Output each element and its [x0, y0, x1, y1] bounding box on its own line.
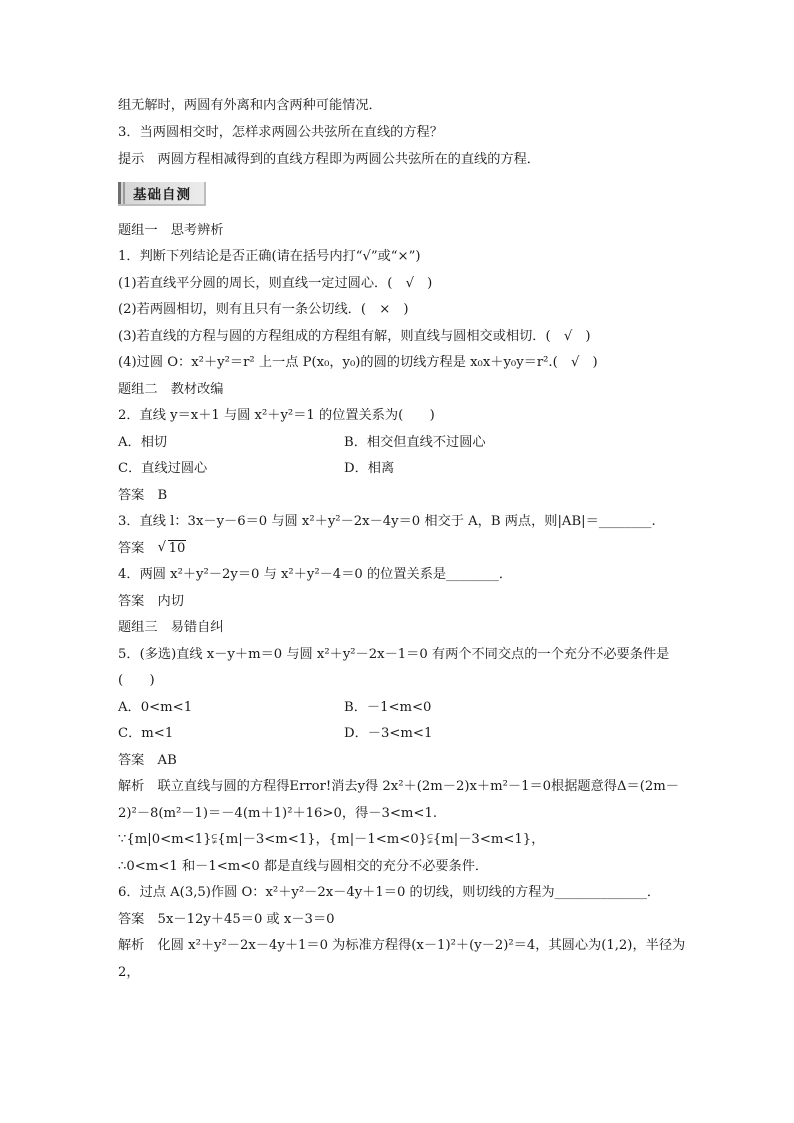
text-line: 组无解时，两圆有外离和内含两种可能情况．: [118, 98, 382, 113]
option-b: B．－1<m<0: [344, 699, 432, 715]
hint-line: 提示 两圆方程相减得到的直线方程即为两圆公共弦所在的直线的方程．: [118, 152, 540, 168]
section-title: 基础自测: [133, 186, 191, 203]
answer-4: 答案 内切: [118, 593, 184, 609]
question-5: 5．(多选)直线 x－y＋m＝0 与圆 x²＋y²－2x－1＝0 有两个不同交点的一个充分不必要条件是: [118, 646, 670, 662]
group-heading: 题组二 教材改编: [118, 381, 224, 397]
solution-line: 2)²－8(m²－1)＝－4(m＋1)²＋16>0，得－3<m<1.: [118, 805, 438, 821]
section-banner: [118, 174, 678, 218]
option-c: C．直线过圆心: [118, 461, 208, 477]
statement-2: (2)若两圆相切，则有且只有一条公切线．( × ): [118, 302, 409, 318]
solution-line: 解析 化圆 x²＋y²－2x－4y＋1＝0 为标准方程得(x－1)²＋(y－2)²＝4，其圆心为(1,2)，半径为: [118, 938, 686, 954]
question-1: 1．判断下列结论是否正确(请在括号内打“√”或“×”): [118, 249, 421, 265]
answer-2: 答案 B: [118, 487, 168, 503]
answer-5: 答案 AB: [118, 752, 177, 768]
document-page: [118, 92, 686, 986]
group-heading: 题组一 思考辨析: [118, 222, 224, 238]
option-d: D．－3<m<1: [344, 726, 433, 742]
answer-label: 答案: [118, 540, 158, 556]
options-row: [118, 456, 678, 483]
sqrt-icon: [158, 536, 187, 563]
question-6: 6．过点 A(3,5)作圆 O：x²＋y²－2x－4y＋1＝0 的切线，则切线的方程为______________．: [118, 885, 661, 901]
banner-bar-icon: [118, 182, 121, 204]
answer-3: [118, 536, 678, 563]
option-a: A．0<m<1: [118, 699, 193, 715]
question-3: 3．当两圆相交时，怎样求两圆公共弦所在直线的方程？: [118, 125, 443, 141]
question-4: 4．两圆 x²＋y²－2y＝0 与 x²＋y²－4＝0 的位置关系是________．: [118, 567, 513, 583]
solution-line: ∵{m|0<m<1}⫋{m|－3<m<1}，{m|－1<m<0}⫋{m|－3<m<1}，: [118, 832, 545, 848]
group-heading: 题组三 易错自纠: [118, 620, 224, 636]
solution-line: ∴0<m<1 和－1<m<0 都是直线与圆相交的充分不必要条件．: [118, 858, 489, 874]
option-c: C．m<1: [118, 726, 174, 742]
answer-value: 10: [168, 540, 186, 556]
options-row: [118, 721, 678, 748]
statement-3: (3)若直线的方程与圆的方程组成的方程组有解，则直线与圆相交或相切．( √ ): [118, 328, 591, 344]
solution-line: 2，: [118, 964, 140, 980]
options-row: [118, 695, 678, 722]
options-row: [118, 430, 678, 457]
question-3-problem: 3．直线 l：3x－y－6＝0 与圆 x²＋y²－2x－4y＝0 相交于 A，B 两点，则|AB|＝________.: [118, 514, 656, 530]
solution-line: 解析 联立直线与圆的方程得Error!消去y得 2x²＋(2m－2)x＋m²－1＝0根据题意得Δ＝(2m－: [118, 779, 679, 795]
answer-6: 答案 5x－12y＋45＝0 或 x－3＝0: [118, 911, 335, 927]
option-d: D．相离: [344, 461, 395, 477]
statement-1: (1)若直线平分圆的周长，则直线一定过圆心．( √ ): [118, 275, 433, 291]
question-2: 2．直线 y＝x＋1 与圆 x²＋y²＝1 的位置关系为( ): [118, 408, 435, 424]
statement-4: (4)过圆 O：x²＋y²＝r² 上一点 P(x₀，y₀)的圆的切线方程是 x₀x＋y₀y＝r².( √ ): [118, 355, 598, 371]
option-b: B．相交但直线不过圆心: [344, 434, 486, 450]
option-a: A．相切: [118, 434, 168, 450]
question-5-bracket: ( ): [118, 673, 155, 689]
